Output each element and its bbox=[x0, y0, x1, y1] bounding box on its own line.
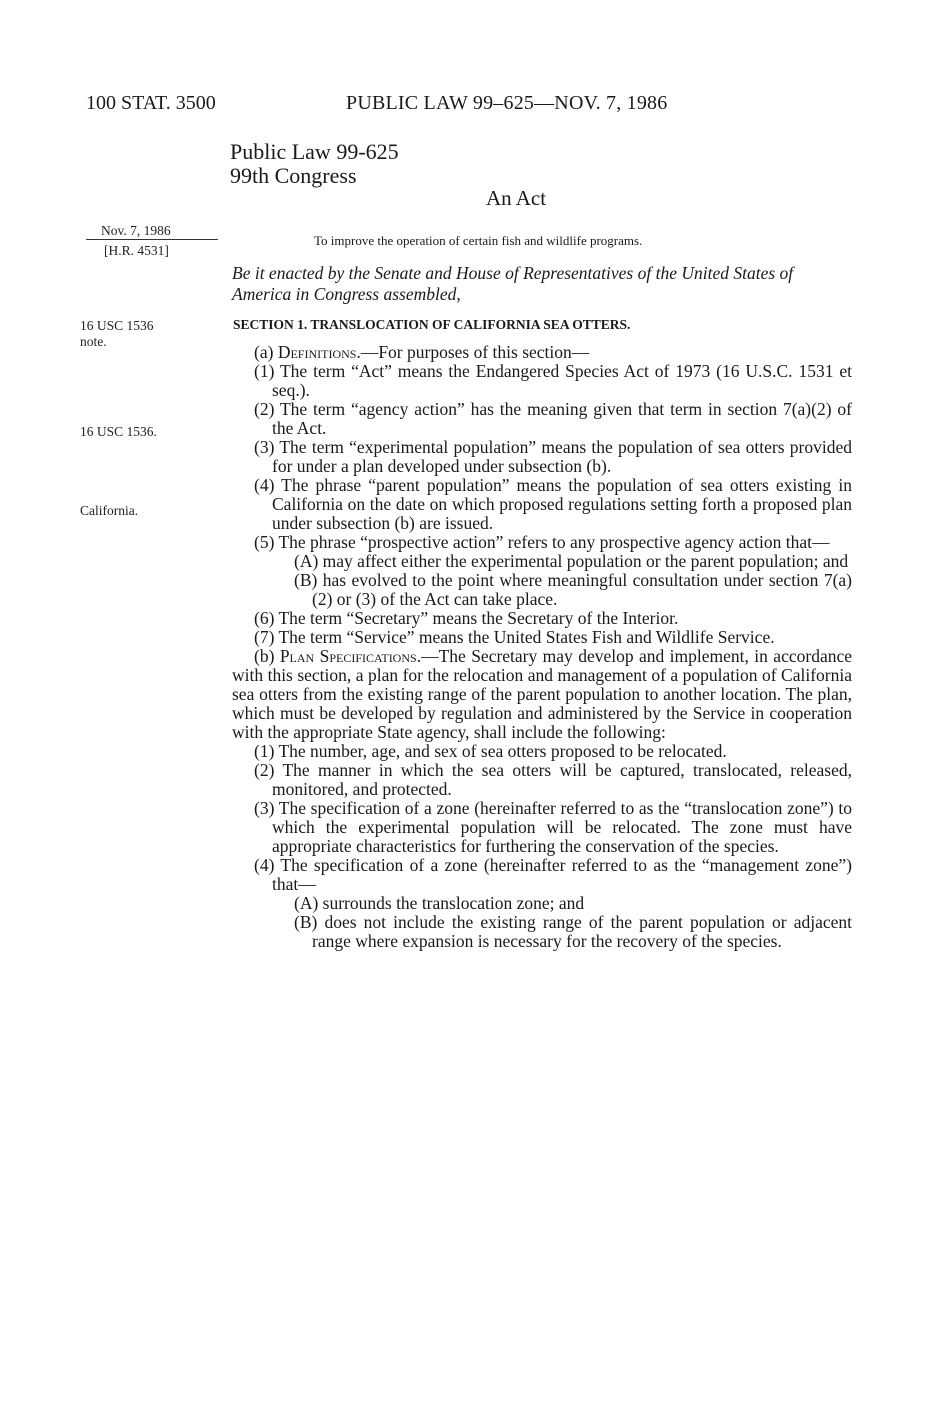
definition-paragraph: (3) The term “experimental population” means the population of sea otters provided for under a plan developed under subsection (b). bbox=[254, 437, 852, 476]
margin-california: California. bbox=[80, 503, 139, 518]
definition-subparagraph: (A) may affect either the experimental population or the parent population; and bbox=[294, 551, 849, 571]
congress-title: 99th Congress bbox=[230, 163, 357, 188]
section-body bbox=[232, 343, 852, 951]
plan-paragraph: (3) The specification of a zone (hereinafter referred to as the “translocation zone”) to which the experimental population will be relocated. The zone must have appropriate characteristics for furthering the conservation of the species. bbox=[254, 798, 852, 856]
definition-paragraph: (1) The term “Act” means the Endangered Species Act of 1973 (16 U.S.C. 1531 et seq.). bbox=[254, 361, 852, 400]
definition-subparagraph: (B) has evolved to the point where meaningful consultation under section 7(a) (2) or (3) of the Act can take place. bbox=[294, 570, 852, 609]
act-purpose: To improve the operation of certain fish and wildlife programs. bbox=[314, 233, 643, 248]
definition-paragraph: (7) The term “Service” means the United States Fish and Wildlife Service. bbox=[254, 627, 775, 647]
margin-usc-note: 16 USC 1536 note. bbox=[80, 318, 154, 349]
margin-usc: 16 USC 1536. bbox=[80, 424, 157, 439]
definition-paragraph: (6) The term “Secretary” means the Secretary of the Interior. bbox=[254, 608, 679, 628]
plan-subparagraph: (B) does not include the existing range of the parent population or adjacent range where expansion is necessary for the recovery of the species. bbox=[294, 912, 852, 951]
running-header: PUBLIC LAW 99–625—NOV. 7, 1986 bbox=[346, 92, 668, 114]
definition-paragraph: (2) The term “agency action” has the meaning given that term in section 7(a)(2) of the Act. bbox=[254, 399, 852, 438]
section-heading: SECTION 1. TRANSLOCATION OF CALIFORNIA SEA OTTERS. bbox=[233, 317, 631, 332]
statute-page-number: 100 STAT. 3500 bbox=[86, 92, 216, 114]
plan-paragraph: (4) The specification of a zone (hereinafter referred to as the “management zone”) that— bbox=[254, 855, 852, 894]
margin-rule bbox=[86, 239, 218, 240]
plan-paragraph: (2) The manner in which the sea otters will be captured, translocated, released, monitored, and protected. bbox=[254, 760, 852, 799]
margin-bill-number: [H.R. 4531] bbox=[104, 243, 169, 258]
subsection-a-intro: (a) Definitions.—For purposes of this section— bbox=[254, 342, 590, 362]
enacting-clause: Be it enacted by the Senate and House of Representatives of the United States of America in Congress assembled, bbox=[232, 263, 794, 304]
plan-subparagraph: (A) surrounds the translocation zone; and bbox=[294, 893, 585, 913]
margin-date: Nov. 7, 1986 bbox=[101, 223, 171, 238]
subsection-b-intro: (b) Plan Specifications.—The Secretary may develop and implement, in accordance with this section, a plan for the relocation and management of a population of California sea otters from the existing range of the parent population to another location. The plan, which must be developed by regulation and administered by the Service in cooperation with the appropriate State agency, shall include the following: bbox=[232, 646, 852, 742]
public-law-title: Public Law 99-625 bbox=[230, 139, 399, 164]
an-act-title: An Act bbox=[486, 186, 547, 210]
definition-paragraph: (4) The phrase “parent population” means the population of sea otters existing in California on the date on which proposed regulations setting forth a proposed plan under subsection (b) are issued. bbox=[254, 475, 852, 533]
definition-paragraph: (5) The phrase “prospective action” refers to any prospective agency action that— bbox=[254, 532, 830, 552]
plan-paragraph: (1) The number, age, and sex of sea otters proposed to be relocated. bbox=[254, 741, 727, 761]
